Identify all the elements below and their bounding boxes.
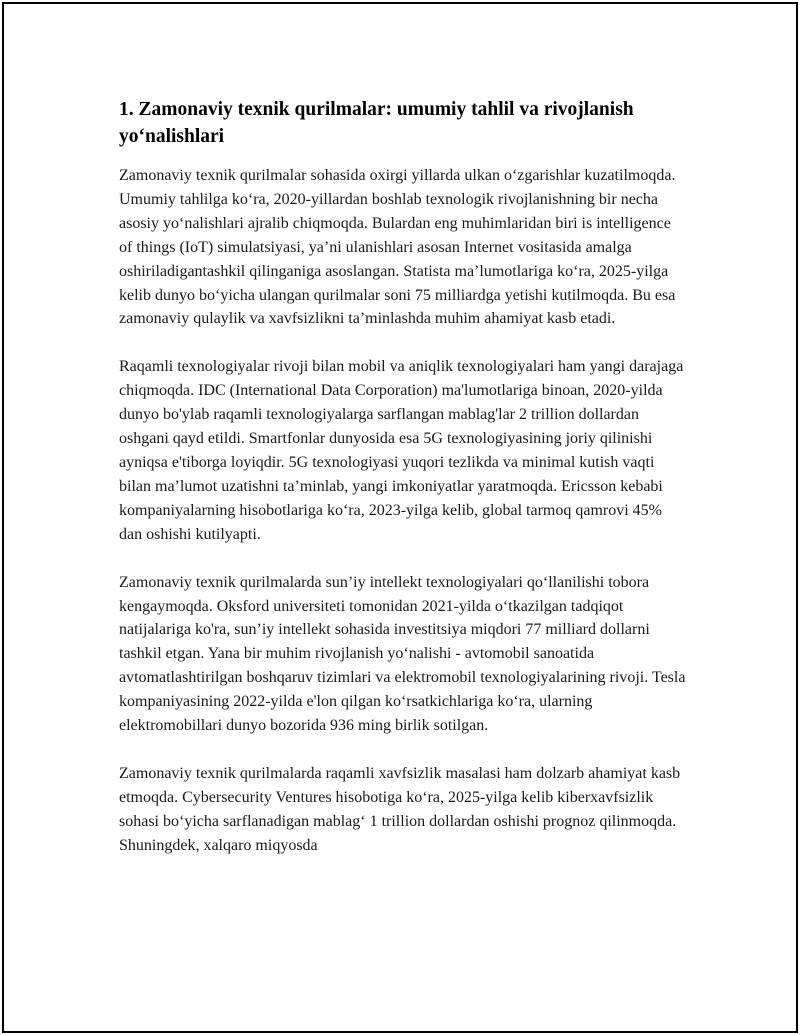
paragraph-digital-tech: Raqamli texnologiyalar rivoji bilan mobil va aniqlik texnologiyalari ham yangi darajaga chiqmoqda. IDC (International Data Corporation) ma'lumotlariga binoan, 2020-yilda dunyo bo'ylab raqamli texnologiyalarga sarflangan mablag'lar 2 trillion dollardan oshgani qayd etildi. Smartfonlar dunyosida esa 5G texnologiyasining joriy qilinishi ayniqsa e'tiborga loyiqdir. 5G texnologiyasi yuqori tezlikda va minimal kutish vaqti bilan ma’lumot uzatishni ta’minlab, yangi imkoniyatlar yaratmoqda. Ericsson kebabi kompaniyalarning hisobotlariga ko‘ra, 2023-yilga kelib, global tarmoq qamrovi 45% dan oshishi kutilyapti. [119,358,684,543]
paragraph-cybersecurity: Zamonaviy texnik qurilmalarda raqamli xavfsizlik masalasi ham dolzarb ahamiyat kasb etmoqda. Cybersecurity Ventures hisobotiga ko‘ra, 2025-yilga kelib kiberxavfsizlik sohasi bo‘yicha sarflanadigan mablag‘ 1 trillion dollardan oshishi prognoz qilinmoqda. Shuningdek, xalqaro miqyosda [119,764,681,854]
section-heading: 1. Zamonaviy texnik qurilmalar: umumiy tahlil va rivojlanish yo‘nalishlari [119,99,634,147]
document-page [2,2,798,1033]
paragraph-ai: Zamonaviy texnik qurilmalarda sun’iy intellekt texnologiyalari qo‘llanilishi tobora kengaymoqda. Oksford universiteti tomonidan 2021-yilda o‘tkazilgan tadqiqot natijalariga ko'ra, sun’iy intellekt sohasida investitsiya miqdori 77 milliard dollarni tashkil etgan. Yana bir muhim rivojlanish yo‘nalishi - avtomobil sanoatida avtomatlashtirilgan boshqaruv tizimlari va elektromobil texnologiyalarining rivoji. Tesla kompaniyasining 2022-yilda e'lon qilgan ko‘rsatkichlariga ko‘ra, ularning elektromobillari dunyo bozorida 936 ming birlik sotilgan. [119,573,686,735]
paragraph-iot: Zamonaviy texnik qurilmalar sohasida oxirgi yillarda ulkan o‘zgarishlar kuzatilmoqda. Umumiy tahlilga ko‘ra, 2020-yillardan boshlab texnologik rivojlanishning bir necha asosiy yo‘nalishlari ajralib chiqmoqda. Bulardan eng muhimlaridan biri is intelligence of things (IoT) simulatsiyasi, ya’ni ulanishlari asosan Internet vositasida amalga oshiriladigantashkil qilinganiga asoslangan. Statista ma’lumotlariga ko‘ra, 2025-yilga kelib dunyo bo‘yicha ulangan qurilmalar soni 75 milliardga yetishi kutilmoqda. Bu esa zamonaviy qulaylik va xavfsizlikni ta’minlashda muhim ahamiyat kasb etadi. [119,167,676,328]
document-body [119,96,687,882]
